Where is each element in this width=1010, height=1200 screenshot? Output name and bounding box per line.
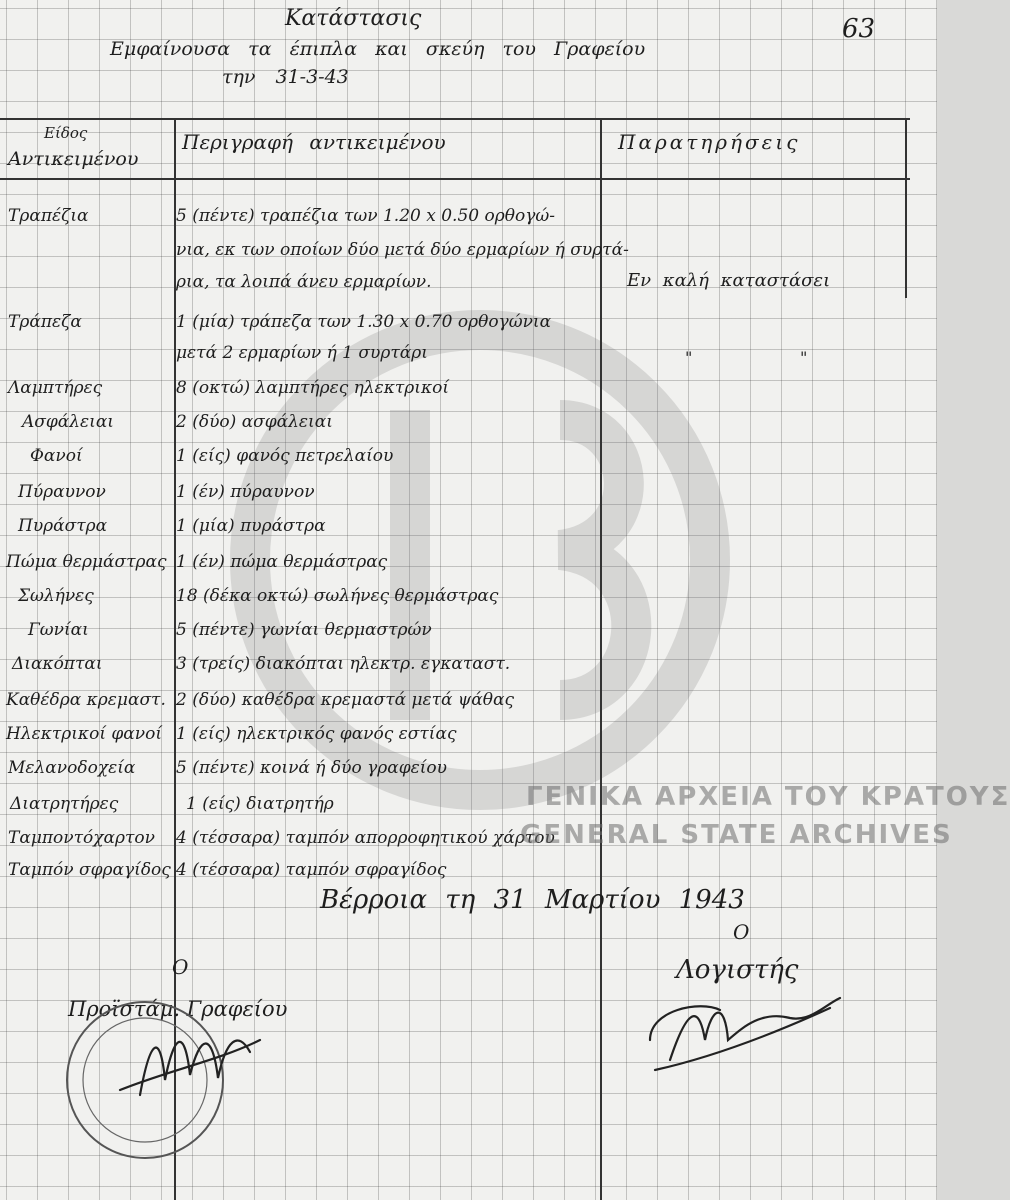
row-name: Πώμα θερμάστρας xyxy=(6,552,167,572)
remark-ditto-mark: " xyxy=(685,348,693,367)
row-description: 1 (έν) πύραυνον xyxy=(176,482,315,502)
archive-watermark-text: GENERAL STATE ARCHIVES xyxy=(520,820,953,850)
accountant-signature xyxy=(650,998,840,1070)
document-subtitle: Εμφαίνουσα τα έπιπλα και σκεύη του Γραφείου xyxy=(110,38,646,60)
row-description: 5 (πέντε) τραπέζια των 1.20 x 0.50 ορθογώ- xyxy=(176,206,555,226)
column-header-item-type-line2: Αντικειμένου xyxy=(8,148,139,170)
row-name: Τραπέζια xyxy=(8,206,89,226)
document-title: Κατάστασις xyxy=(285,6,422,31)
row-description: 4 (τέσσαρα) ταμπόν σφραγίδος xyxy=(176,860,447,880)
row-name: Ηλεκτρικοί φανοί xyxy=(6,724,163,744)
row-name: Πύραυνον xyxy=(18,482,106,502)
row-name: Πυράστρα xyxy=(18,516,108,536)
accountant-title: Λογιστής xyxy=(676,955,799,985)
head-signature xyxy=(120,1040,260,1095)
page-number: 63 xyxy=(842,14,876,44)
row-description: 1 (έν) πώμα θερμάστρας xyxy=(176,552,388,572)
row-description: ρια, τα λοιπά άνευ ερμαρίων. xyxy=(176,272,432,292)
row-description: 1 (μία) τράπεζα των 1.30 x 0.70 ορθογώνια xyxy=(176,312,552,332)
row-name: Λαμπτήρες xyxy=(8,378,103,398)
column-header-item-type-line1: Είδος xyxy=(44,124,88,142)
row-name: Τράπεζα xyxy=(8,312,82,332)
row-name: Διατρητήρες xyxy=(10,794,119,814)
row-name: Καθέδρα κρεμαστ. xyxy=(6,690,166,710)
row-name: Σωλήνες xyxy=(18,586,94,606)
row-description: 5 (πέντε) κοινά ή δύο γραφείου xyxy=(176,758,448,778)
head-of-office-title: Προϊστάμ. Γραφείου xyxy=(68,997,288,1021)
remark-condition: Εν καλή καταστάσει xyxy=(627,270,831,291)
row-name: Ταμποντόχαρτον xyxy=(8,828,155,848)
row-description: 3 (τρείς) διακόπται ηλεκτρ. εγκαταστ. xyxy=(176,654,511,674)
row-description: 4 (τέσσαρα) ταμπόν απορροφητικού χάρτου xyxy=(176,828,555,848)
row-description: 18 (δέκα οκτώ) σωλήνες θερμάστρας xyxy=(176,586,499,606)
remark-ditto-mark: " xyxy=(800,348,808,367)
row-description: νια, εκ των οποίων δύο μετά δύο ερμαρίων ή συρτά- xyxy=(176,240,629,260)
accountant-article: Ο xyxy=(733,920,750,944)
row-name: Μελανοδοχεία xyxy=(8,758,136,778)
row-name: Ταμπόν σφραγίδος xyxy=(8,860,171,880)
row-description: 2 (δύο) ασφάλειαι xyxy=(176,412,333,432)
row-description: 1 (μία) πυράστρα xyxy=(176,516,326,536)
row-name: Γωνίαι xyxy=(28,620,89,640)
place-and-date: Βέρροια τη 31 Μαρτίου 1943 xyxy=(320,885,745,915)
row-description: 5 (πέντε) γωνίαι θερμαστρών xyxy=(176,620,432,640)
row-name: Διακόπται xyxy=(12,654,103,674)
row-description: 8 (οκτώ) λαμπτήρες ηλεκτρικοί xyxy=(176,378,449,398)
column-header-description: Περιγραφή αντικειμένου xyxy=(182,130,446,154)
archive-watermark-text: ΓΕΝΙΚΑ ΑΡΧΕΙΑ ΤΟΥ ΚΡΑΤΟΥΣ xyxy=(526,782,1010,812)
row-description: 2 (δύο) καθέδρα κρεμαστά μετά ψάθας xyxy=(176,690,514,710)
row-description: 1 (είς) φανός πετρελαίου xyxy=(176,446,394,466)
column-header-remarks: Παρατηρήσεις xyxy=(618,130,801,154)
head-article: Ο xyxy=(172,955,189,979)
row-description: 1 (είς) ηλεκτρικός φανός εστίας xyxy=(176,724,457,744)
document-date: την 31-3-43 xyxy=(222,66,349,88)
row-name: Φανοί xyxy=(30,446,83,466)
row-description: 1 (είς) διατρητήρ xyxy=(186,794,334,814)
row-description: μετά 2 ερμαρίων ή 1 συρτάρι xyxy=(176,343,428,363)
row-name: Ασφάλειαι xyxy=(22,412,114,432)
